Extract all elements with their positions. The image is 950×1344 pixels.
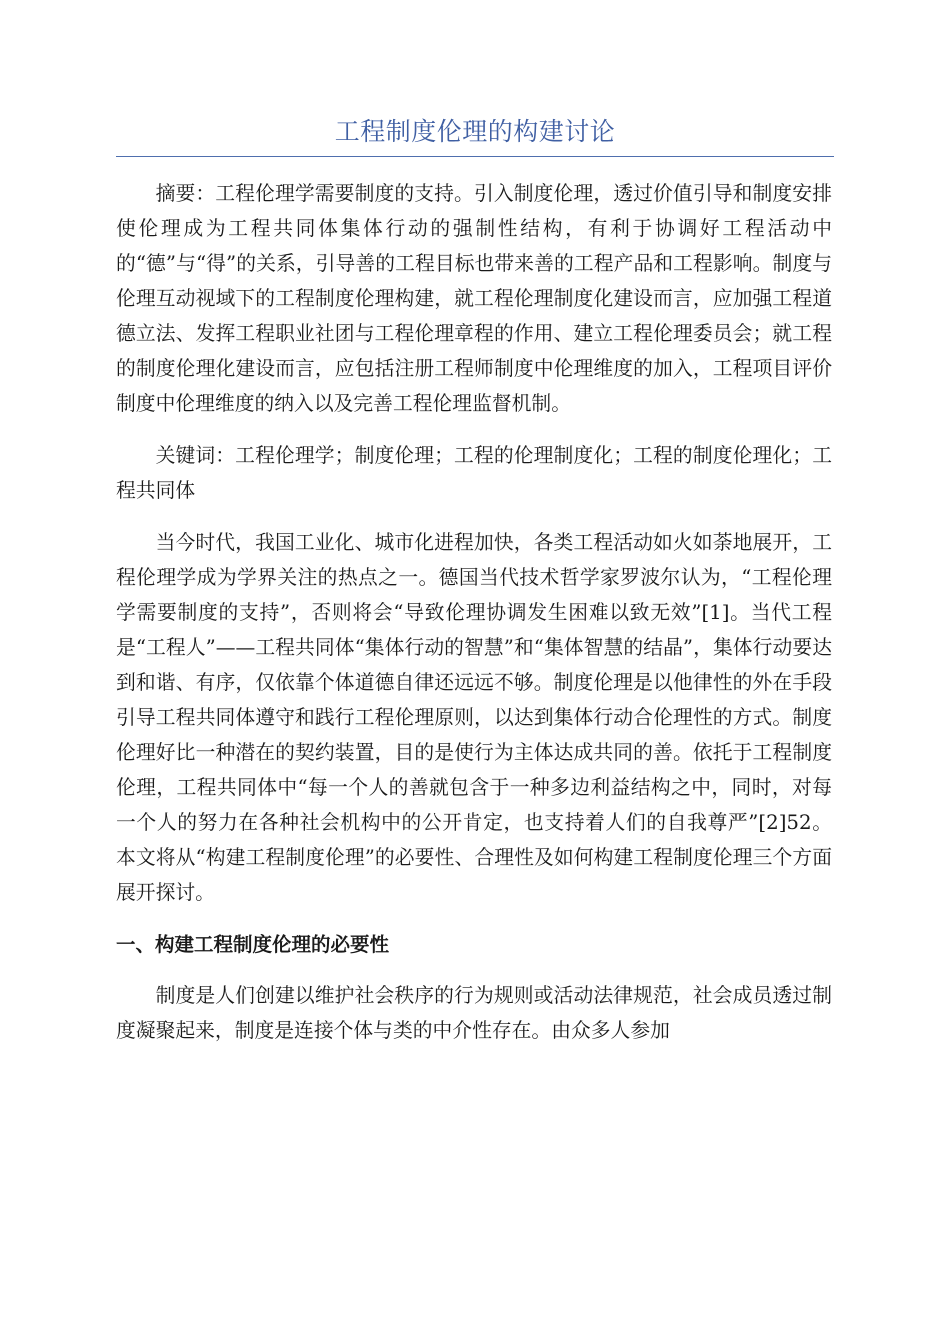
section-heading: 一、构建工程制度伦理的必要性	[116, 933, 390, 956]
document-title: 工程制度伦理的构建讨论	[334, 117, 616, 146]
document-body	[116, 176, 832, 1065]
section-paragraph: 制度是人们创建以维护社会秩序的行为规则或活动法律规范，社会成员透过制度凝聚起来，制度是连接个体与类的中介性存在。由众多人参加	[116, 984, 832, 1042]
keywords-paragraph: 关键词：工程伦理学；制度伦理；工程的伦理制度化；工程的制度伦理化；工程共同体	[116, 444, 832, 502]
title-block	[116, 112, 834, 157]
abstract-paragraph: 摘要：工程伦理学需要制度的支持。引入制度伦理，透过价值引导和制度安排使伦理成为工程共同体集体行动的强制性结构，有利于协调好工程活动中的“德”与“得”的关系，引导善的工程目标也带来善的工程产品和工程影响。制度与伦理互动视域下的工程制度伦理构建，就工程伦理制度化建设而言，应加强工程道德立法、发挥工程职业社团与工程伦理章程的作用、建立工程伦理委员会；就工程的制度伦理化建设而言，应包括注册工程师制度中伦理维度的加入，工程项目评价制度中伦理维度的纳入以及完善工程伦理监督机制。	[116, 182, 832, 415]
introduction-paragraph: 当今时代，我国工业化、城市化进程加快，各类工程活动如火如荼地展开，工程伦理学成为学界关注的热点之一。德国当代技术哲学家罗波尔认为，“工程伦理学需要制度的支持”，否则将会“导致伦理协调发生困难以致无效”[1]。当代工程是“工程人”——工程共同体“集体行动的智慧”和“集体智慧的结晶”，集体行动要达到和谐、有序，仅依靠个体道德自律还远远不够。制度伦理是以他律性的外在手段引导工程共同体遵守和践行工程伦理原则，以达到集体行动合伦理性的方式。制度伦理好比一种潜在的契约装置，目的是使行为主体达成共同的善。依托于工程制度伦理，工程共同体中“每一个人的善就包含于一种多边利益结构之中，同时，对每一个人的努力在各种社会机构中的公开肯定，也支持着人们的自我尊严”[2]52。本文将从“构建工程制度伦理”的必要性、合理性及如何构建工程制度伦理三个方面展开探讨。	[116, 531, 832, 904]
